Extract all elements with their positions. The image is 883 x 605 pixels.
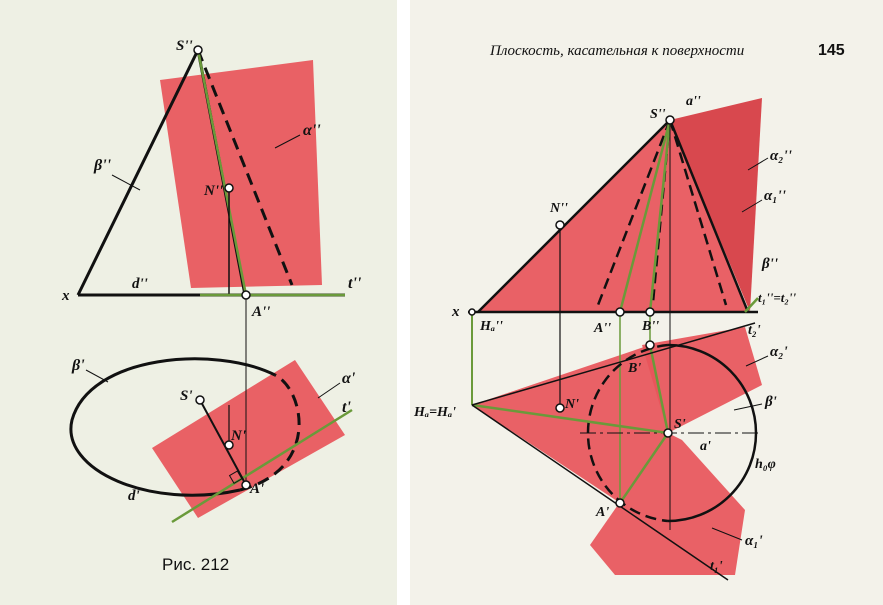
label-a-frontal-right: A'' bbox=[594, 321, 612, 336]
label-n-horizontal: N' bbox=[231, 428, 246, 444]
label-ha-equal: Hₐ=Hₐ' bbox=[414, 405, 457, 420]
label-beta-frontal-right: β'' bbox=[762, 256, 779, 272]
left-figure-drawing bbox=[0, 0, 397, 605]
leader-beta-horizontal-right bbox=[734, 404, 762, 410]
page-number: 145 bbox=[818, 42, 845, 59]
label-alpha-horizontal: α' bbox=[342, 370, 356, 387]
leader-beta-horizontal bbox=[86, 370, 108, 382]
point-n-horizontal-right bbox=[556, 404, 564, 412]
point-s-frontal bbox=[194, 46, 202, 54]
left-figure-panel bbox=[0, 0, 397, 605]
point-s-horizontal-right bbox=[664, 429, 672, 437]
plane-alpha-frontal bbox=[160, 60, 322, 288]
point-a-horizontal-right bbox=[616, 499, 624, 507]
label-t2-horizontal: t₂' bbox=[748, 323, 761, 338]
label-t-equal: t₁''=t₂'' bbox=[758, 290, 797, 305]
figure-caption: Рис. 212 bbox=[162, 555, 230, 574]
label-alpha1-frontal: α₁'' bbox=[764, 188, 786, 204]
right-figure-drawing bbox=[410, 0, 883, 605]
point-a-frontal bbox=[242, 291, 250, 299]
label-alpha2-horizontal: α₂' bbox=[770, 344, 788, 360]
point-a-horizontal bbox=[242, 481, 250, 489]
label-ha-frontal: Hₐ'' bbox=[480, 319, 503, 334]
label-alpha2-frontal: α₂'' bbox=[770, 148, 792, 164]
label-s-frontal: S'' bbox=[176, 38, 193, 54]
point-ha-frontal bbox=[469, 309, 475, 315]
label-beta-frontal: β'' bbox=[94, 157, 112, 174]
label-s-horizontal-right: S' bbox=[674, 417, 686, 432]
right-figure-panel bbox=[410, 0, 883, 605]
label-n-frontal-right: N'' bbox=[550, 201, 568, 216]
point-n-frontal bbox=[225, 184, 233, 192]
label-beta-horizontal-right: β' bbox=[765, 394, 777, 410]
point-b-frontal-right bbox=[646, 308, 654, 316]
label-a-horizontal: A' bbox=[250, 481, 265, 497]
leader-alpha-horizontal bbox=[318, 383, 340, 398]
label-t-frontal: t'' bbox=[348, 275, 362, 292]
point-s-horizontal bbox=[196, 396, 204, 404]
label-t-horizontal: t' bbox=[342, 399, 351, 416]
label-b-horizontal-right: B' bbox=[628, 361, 642, 376]
point-n-frontal-right bbox=[556, 221, 564, 229]
point-s-frontal-right bbox=[666, 116, 674, 124]
label-s-frontal-right: S'' bbox=[650, 107, 666, 122]
label-n-frontal: N'' bbox=[204, 183, 224, 199]
label-alpha-frontal: α'' bbox=[303, 122, 321, 139]
label-x-right: x bbox=[452, 304, 460, 320]
label-h0: h₀φ bbox=[755, 457, 776, 472]
label-a-point-horizontal: a' bbox=[700, 439, 711, 454]
label-beta-horizontal: β' bbox=[72, 357, 85, 374]
label-d-frontal: d'' bbox=[132, 276, 148, 292]
label-d-horizontal: d' bbox=[128, 488, 140, 504]
page-header-title: Плоскость, касательная к поверхности bbox=[490, 43, 745, 59]
label-x-left: x bbox=[62, 288, 70, 304]
label-s-horizontal: S' bbox=[180, 388, 193, 404]
point-a-frontal-right bbox=[616, 308, 624, 316]
label-a-point-frontal: a'' bbox=[686, 94, 701, 109]
label-n-horizontal-right: N' bbox=[565, 397, 579, 412]
label-a-horizontal-right: A' bbox=[596, 505, 610, 520]
label-t1-horizontal: t₁' bbox=[710, 559, 723, 574]
label-b-frontal-right: B'' bbox=[642, 319, 660, 334]
label-a-frontal: A'' bbox=[252, 304, 271, 320]
point-b-horizontal-right bbox=[646, 341, 654, 349]
label-alpha1-horizontal: α₁' bbox=[745, 533, 763, 549]
